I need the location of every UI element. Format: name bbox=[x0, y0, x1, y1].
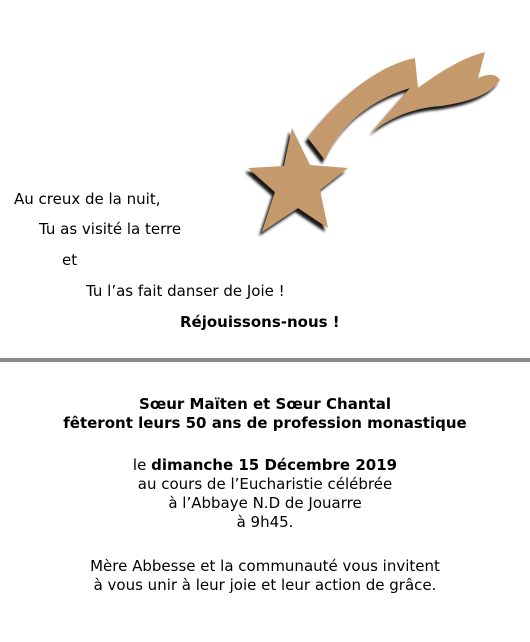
event-place: à l’Abbaye N.D de Jouarre bbox=[168, 494, 362, 512]
poem-line-4: Tu l’as fait danser de Joie ! bbox=[86, 282, 285, 300]
announcement bbox=[0, 395, 530, 433]
invitation-closing bbox=[0, 557, 530, 595]
event-date-line bbox=[0, 456, 530, 475]
event-details bbox=[0, 456, 530, 532]
event-date: dimanche 15 Décembre 2019 bbox=[151, 456, 398, 474]
section-divider bbox=[0, 358, 530, 362]
event-ceremony: au cours de l’Eucharistie célébrée bbox=[137, 475, 393, 493]
celebrants-names: Sœur Maïten et Sœur Chantal bbox=[139, 395, 391, 413]
poem-line-2: Tu as visité la terre bbox=[39, 220, 182, 238]
poem-line-3: et bbox=[62, 251, 78, 269]
shooting-star-icon bbox=[240, 40, 530, 245]
closing-line-2: à vous unir à leur joie et leur action de grâce. bbox=[93, 576, 437, 594]
poem-exclamation: Réjouissons-nous ! bbox=[180, 313, 340, 331]
closing-line-1: Mère Abbesse et la communauté vous invitent bbox=[90, 557, 440, 575]
occasion-text: fêteront leurs 50 ans de profession monastique bbox=[63, 414, 467, 432]
poem-line-1: Au creux de la nuit, bbox=[14, 190, 161, 208]
date-prefix: le bbox=[132, 456, 152, 474]
event-time: à 9h45. bbox=[236, 513, 294, 531]
